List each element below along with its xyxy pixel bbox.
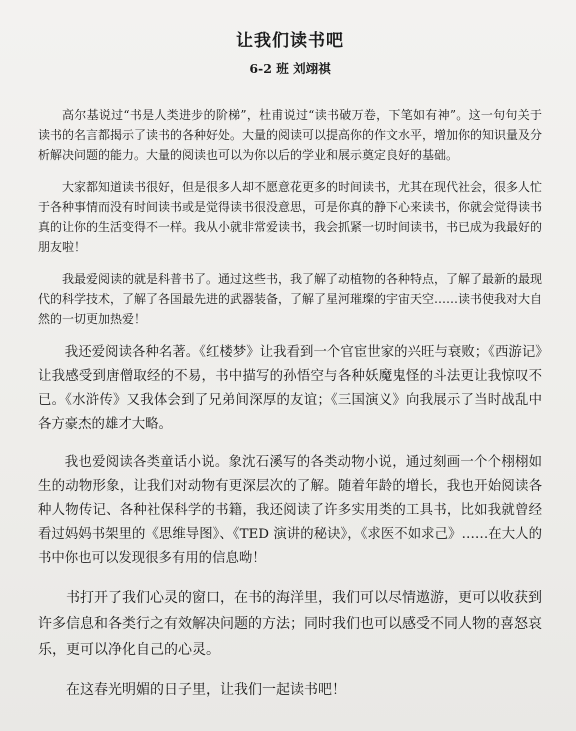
page-title: 让我们读书吧: [236, 31, 344, 51]
paragraph-3: 我最爱阅读的就是科普书了。通过这些书，我了解了动植物的各种特点，了解了最新的最现代的科学技术，了解了各国最先进的武器装备，了解了星河璀璨的宇宙天空……读书使我对大自然的一切更加热爱！: [38, 272, 543, 326]
paragraph-2: 大家都知道读书很好，但是很多人却不愿意花更多的时间读书，尤其在现代社会，很多人忙于各种事情而没有时间读书或是觉得读书很没意思，可是你真的静下心来读书，你就会觉得读书真的让你的生活变得不一样。我从小就非常爱读书，我会抓紧一切时间读书，书已成为我最好的朋友啦！: [38, 180, 543, 254]
paragraph-7: 在这春光明媚的日子里，让我们一起读书吧！: [66, 682, 346, 698]
paragraph-5: 我也爱阅读各类童话小说。象沈石溪写的各类动物小说，通过刻画一个个栩栩如生的动物形象，让我们对动物有更深层次的了解。随着年龄的增长，我也开始阅读各种人物传记、各种社保科学的书籍，我还阅读了许多实用类的工具书，比如我就曾经看过妈妈书架里的《思维导图》、《TED 演讲的秘诀》，《求医不如求己》……在大人的书中你也可以发现很多有用的信息呦！: [38, 455, 542, 566]
author-line: 6-2 班 刘翊祺: [249, 61, 331, 76]
paragraph-6: 书打开了我们心灵的窗口，在书的海洋里，我们可以尽情遨游，更可以收获到许多信息和各类行之有效解决问题的方法；同时我们也可以感受不同人物的喜怒哀乐，更可以净化自己的心灵。: [38, 590, 542, 658]
paragraph-1: 高尔基说过“书是人类进步的阶梯”，杜甫说过“读书破万卷，下笔如有神”。这一句句关于读书的名言都揭示了读书的各种好处。大量的阅读可以提高你的作文水平，增加你的知识量及分析解决问题的能力。大量的阅读也可以为你以后的学业和展示奠定良好的基础。: [38, 108, 543, 162]
paragraph-4: 我还爱阅读各种名著。《红楼梦》让我看到一个官宦世家的兴旺与衰败；《西游记》让我感受到唐僧取经的不易，书中描写的孙悟空与各种妖魔鬼怪的斗法更让我惊叹不已。《水浒传》又我体会到了兄弟间深厚的友谊；《三国演义》向我展示了当时战乱中各方豪杰的雄才大略。: [38, 345, 542, 432]
